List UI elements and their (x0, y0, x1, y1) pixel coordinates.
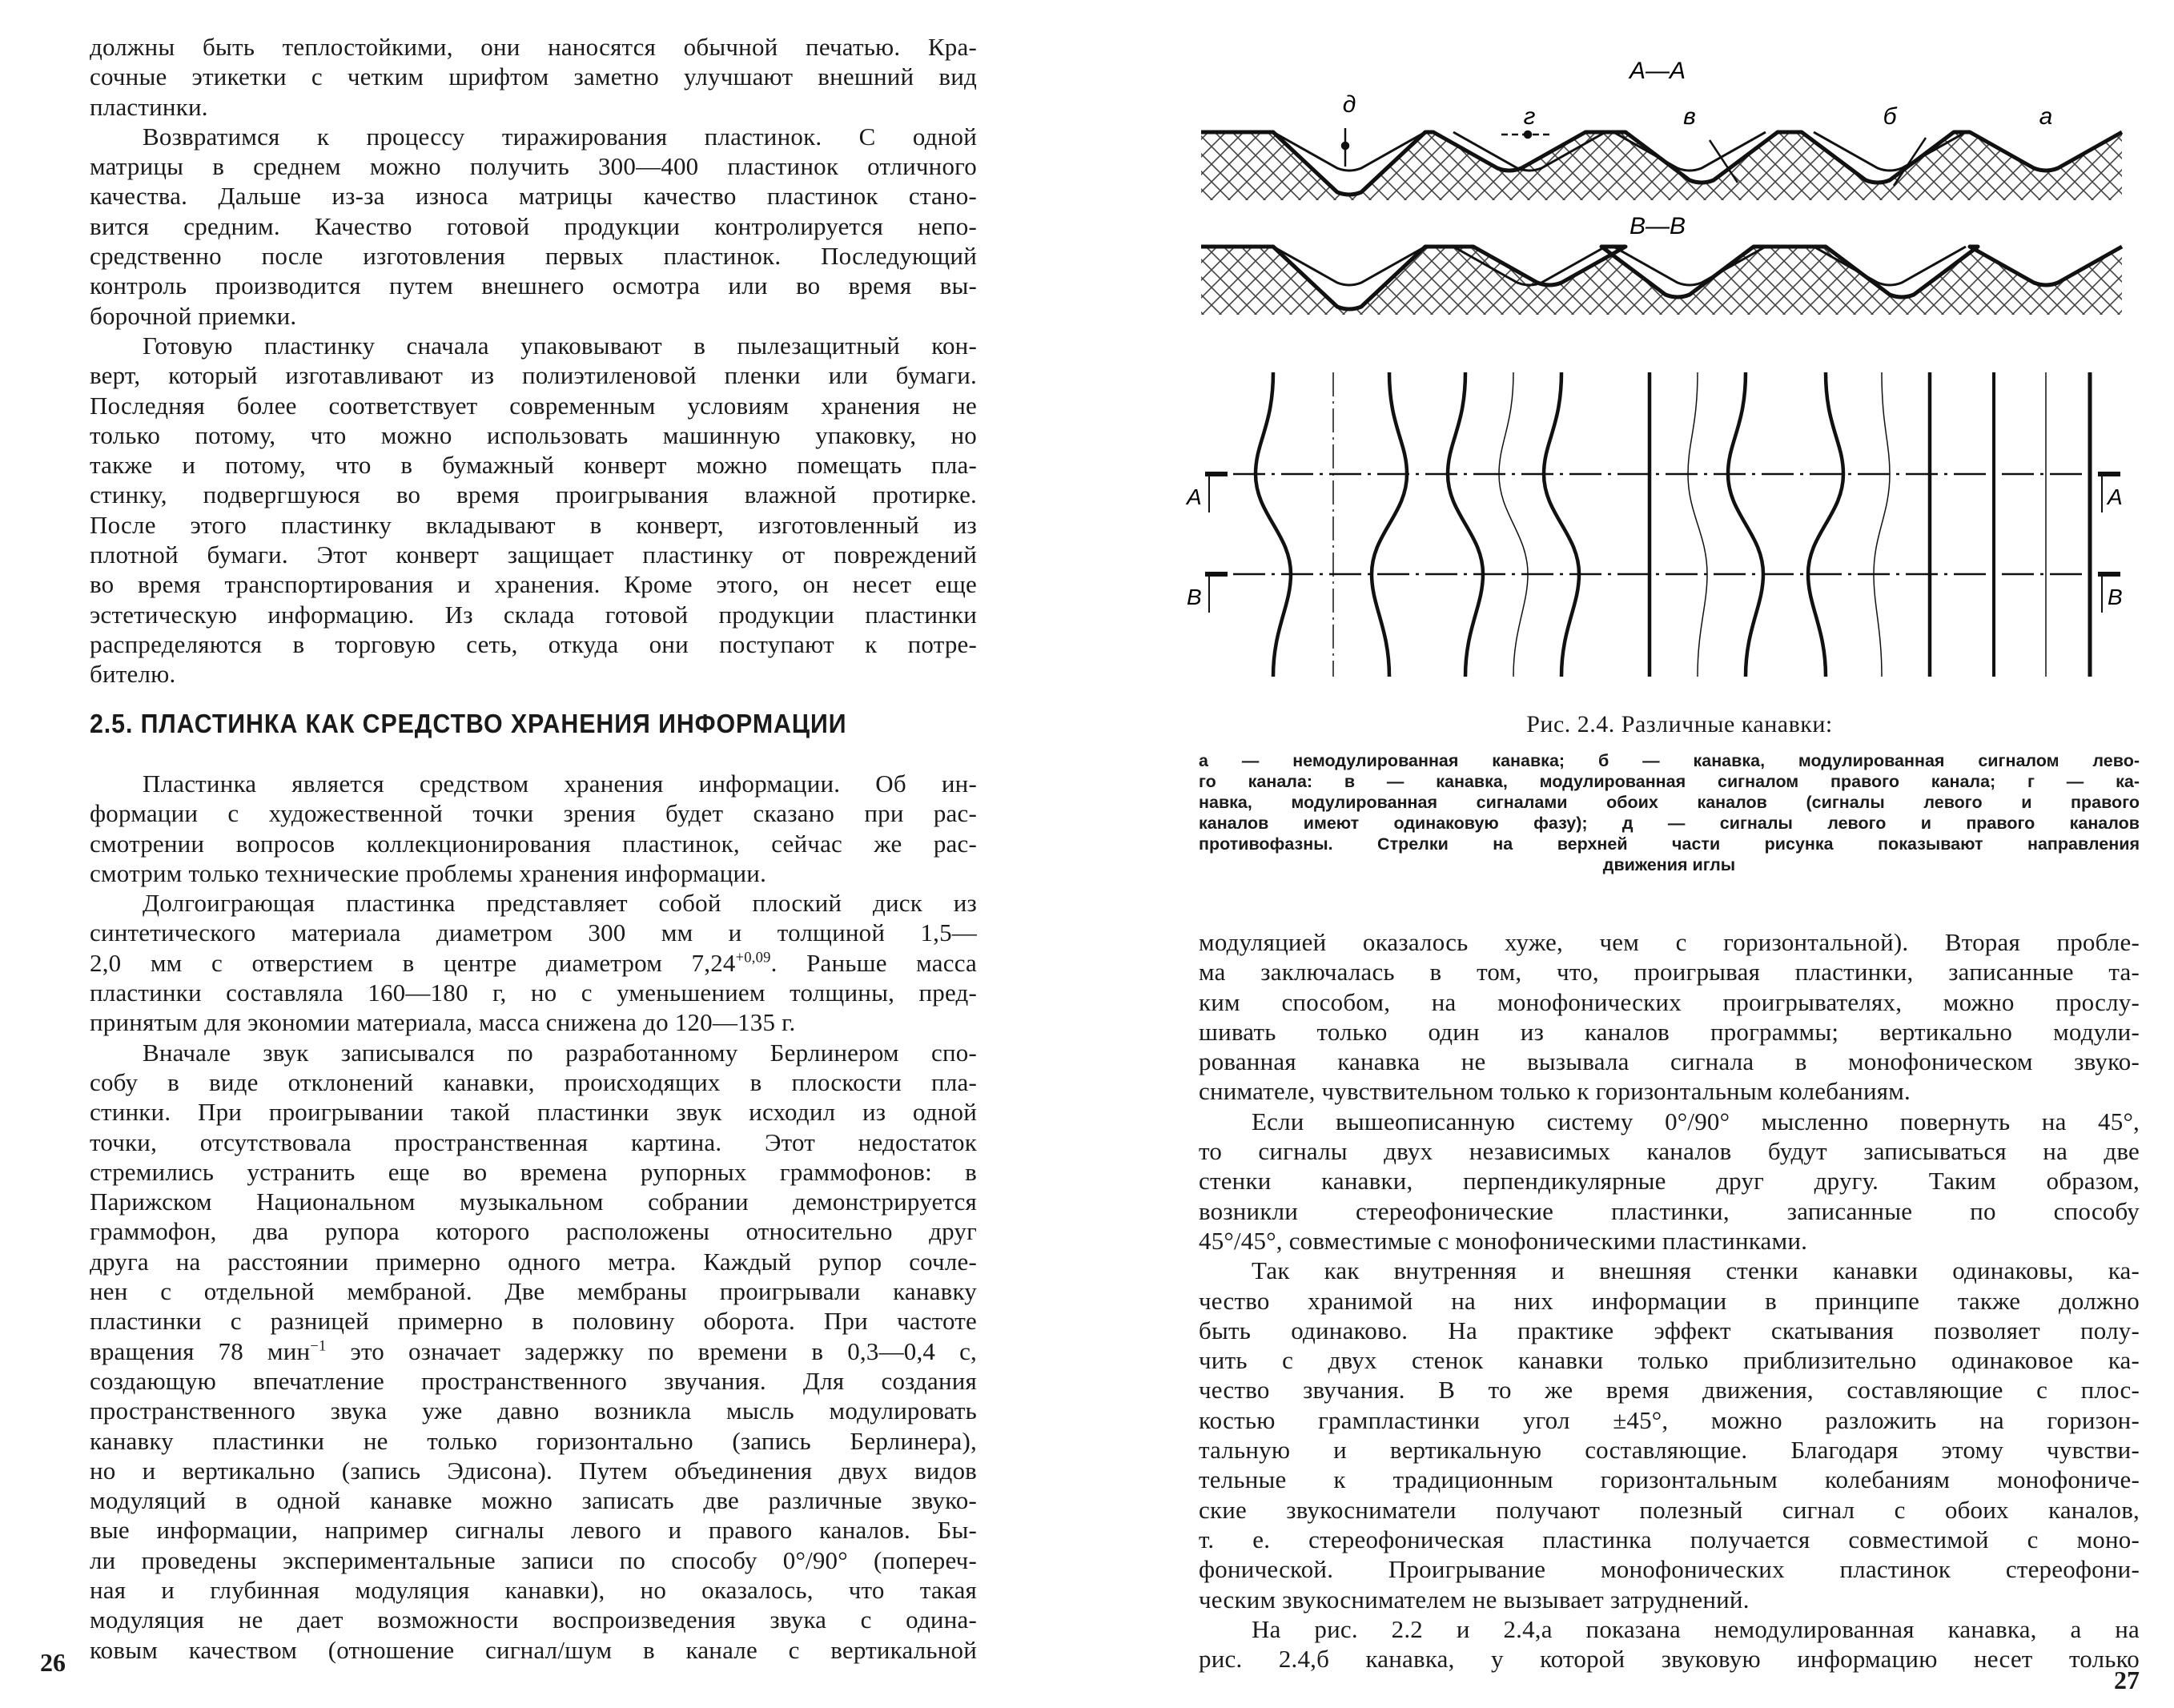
text-line: вится средним. Качество готовой продукции контролируется непо- (90, 211, 977, 240)
cross-section-aa (1201, 131, 2122, 200)
text-line: ские звукосниматели получают полезный сигнал с обоих каналов, (1199, 1495, 2140, 1524)
text-line: костью грампластинки угол ±45°, можно разложить на горизон- (1199, 1405, 2140, 1434)
groove-label-b: б (1883, 103, 1897, 130)
cut-marker-a-right: А (2108, 484, 2123, 509)
text-segment: это означает задержку по времени в 0,3—0,4 с, (326, 1336, 978, 1365)
groove-edge-line (1688, 372, 1707, 677)
groove-diagram (1185, 32, 2174, 689)
text-line: Если вышеописанную систему 0°/90° мысленно повернуть на 45°, (1252, 1107, 2140, 1135)
text-line: быть одинаково. На практике эффект скатывания позволяет полу- (1199, 1316, 2140, 1344)
groove-label-d: д (1342, 91, 1356, 118)
groove-edge-line (1448, 372, 1483, 677)
text-line: ковым качеством (отношение сигнал/шум в канале с вертикальной (90, 1635, 977, 1664)
text-line: эстетическую информацию. Из склада готовой продукции пластинки (90, 600, 977, 629)
text-line: чество звучания. В то же время движения, составляющие с плос- (1199, 1376, 2140, 1405)
text-line: Возвратимся к процессу тиражирования пластинок. С одной (143, 122, 977, 151)
text-line: распределяются в торговую сеть, откуда они поступают к потре- (90, 629, 977, 658)
figure-caption (1199, 750, 2140, 875)
text-line: смотрении вопросов коллекционирования пластинок, сейчас же рас- (90, 829, 977, 858)
text-line: возникли стереофонические пластинки, записанные по способу (1199, 1196, 2140, 1225)
cut-marker-b-right: В (2108, 585, 2123, 609)
groove-edge-line (1544, 372, 1579, 677)
left-page (0, 0, 1041, 1708)
text-line: ким способом, на монофонических проигрывателях, можно прослу- (1199, 987, 2140, 1016)
text-line: качества. Дальше из-за износа матрицы качество пластинок стано- (90, 182, 977, 211)
text-line (90, 1336, 977, 1366)
text-line: средственно после изготовления первых пластинок. Последующий (90, 242, 977, 271)
text-line (90, 948, 977, 978)
groove-edge-line (1728, 372, 1763, 677)
text-line: пластинки. (90, 92, 208, 121)
text-line: снимателе, чувствительном только к горизонтальным колебаниям. (1199, 1077, 1911, 1106)
text-line: ческим звукоснимателем не вызывает затруднений. (1199, 1585, 1750, 1614)
caption-line: навка, модулированная сигналами обоих каналов (сигналы левого и правого (1199, 793, 2140, 812)
groove-edge-line (1874, 372, 1890, 677)
text-line: только потому, что можно использовать машинную упаковку, но (90, 420, 977, 449)
text-line: сочные этикетки с четким шрифтом заметно улучшают внешний вид (90, 62, 977, 91)
caption-line: движения иглы (1602, 855, 1736, 874)
figure-caption-title: Рис. 2.4. Различные канавки: (1526, 711, 1833, 737)
arrow-dot (1342, 143, 1348, 149)
text-line: смотрим только технические проблемы хранения информации. (90, 858, 767, 887)
text-line: стинку, подвергшуюся во время проигрывания влажной протирке. (90, 480, 977, 509)
text-line: плотной бумаги. Этот конверт защищает пластинку от повреждений (90, 541, 977, 569)
text-line: рис. 2.4,б канавка, у которой звуковую информацию несет только (1199, 1645, 2140, 1674)
groove-edge-line (1499, 372, 1528, 677)
text-line: модуляций в одной канавке можно записать две различные звуко- (90, 1486, 977, 1515)
text-line: матрицы в среднем можно получить 300—400 пластинок отличного (90, 152, 977, 181)
text-line: во время транспортирования и хранения. Кроме этого, он несет еще (90, 570, 977, 599)
cut-marker-a-left: А (1187, 484, 1202, 509)
text-line: ная и глубинная модуляция канавки), но оказалось, что такая (90, 1576, 977, 1605)
text-line: Последняя более соответствует современным условиям хранения не (90, 391, 977, 420)
text-line: На рис. 2.2 и 2.4,а показана немодулированная канавка, а на (1252, 1614, 2140, 1643)
caption-line: а — немодулированная канавка; б — канавка, модулированная сигналом лево- (1199, 751, 2140, 770)
right-main-text (1199, 927, 2140, 1674)
text-line: собу в виде отклонений канавки, происходящих в плоскости пла- (90, 1067, 977, 1096)
text-line: 45°/45°, совместимые с монофоническими пластинками. (1199, 1226, 1808, 1255)
text-segment: вращения 78 мин (90, 1336, 311, 1365)
groove-label-a: а (2039, 103, 2053, 130)
text-line: пространственного звука уже давно возникла мысль модулировать (90, 1397, 977, 1425)
text-line: Парижском Национальном музыкальном собрании демонстрируется (90, 1188, 977, 1216)
caption-line: противофазны. Стрелки на верхней части рисунка показывают направления (1199, 834, 2140, 854)
text-line: точки, отсутствовала пространственная картина. Этот недостаток (90, 1127, 977, 1156)
text-line: граммофон, два рупора которого расположены относительно друг (90, 1217, 977, 1246)
left-main-text (90, 769, 977, 1665)
text-line: модуляция не дает возможности воспроизведения звука с одина- (90, 1606, 977, 1634)
text-line: вые информации, например сигналы левого и правого каналов. Бы- (90, 1516, 977, 1545)
text-line: стинки. При проигрывании такой пластинки звук исходил из одной (90, 1098, 977, 1127)
text-line: должны быть теплостойкими, они наносятся обычной печатью. Кра- (90, 33, 977, 61)
groove-top-view (1233, 372, 2094, 677)
text-line: ма заключалась в том, что, проигрывая пластинки, записанные та- (1199, 958, 2140, 987)
text-line: то сигналы двух независимых каналов будут записываться на две (1199, 1137, 2140, 1166)
text-segment: . Раньше масса (770, 948, 977, 977)
caption-line: го канала: в — канавка, модулированная сигналом правого канала; г — ка- (1199, 772, 2140, 791)
cut-marker-bar (2098, 472, 2120, 476)
groove-label-v: в (1683, 103, 1696, 130)
text-line: т. е. стереофоническая пластинка получается совместимой с моно- (1199, 1525, 2140, 1553)
cut-marker-bar (2098, 572, 2120, 577)
text-line: нен с отдельной мембраной. Две мембраны проигрывали канавку (90, 1277, 977, 1306)
cut-marker-b-left: В (1187, 585, 1202, 609)
text-line: Пластинка является средством хранения информации. Об ин- (143, 770, 977, 798)
text-line: но и вертикально (запись Эдисона). Путем объединения двух видов (90, 1456, 977, 1485)
text-line: создающую впечатление пространственного звучания. Для создания (90, 1366, 977, 1395)
cut-marker-bar (1205, 472, 1228, 476)
rpm-exponent: −1 (310, 1337, 327, 1355)
text-line: модуляцией оказалось хуже, чем с горизонтальной). Вторая пробле- (1199, 928, 2140, 956)
text-line: чество хранимой на них информации в принципе также должно (1199, 1286, 2140, 1315)
cross-section-bb (1201, 245, 2122, 315)
text-line: стремились устранить еще во времена рупорных граммофонов: в (90, 1157, 977, 1186)
groove-edge-line (1372, 372, 1407, 677)
section-aa-label: А—А (1629, 58, 1686, 84)
text-line: фонической. Проигрывание монофонических пластинок стереофони- (1199, 1555, 2140, 1584)
text-line: верт, который изготавливают из полиэтиленовой пленки или бумаги. (90, 361, 977, 390)
text-line: борочной приемки. (90, 301, 297, 330)
text-line: контроль производится путем внешнего осмотра или во время вы- (90, 271, 977, 300)
caption-line: каналов имеют одинаковую фазу); д — сигналы левого и правого каналов (1199, 814, 2140, 833)
figure-groove-types (1185, 32, 2174, 689)
cut-marker-bar (1205, 572, 1228, 577)
text-line: тельные к традиционным горизонтальным колебаниям монофониче- (1199, 1465, 2140, 1494)
page-number-left: 26 (40, 1648, 66, 1677)
groove-label-g: г (1523, 103, 1536, 130)
groove-edge-line (1256, 372, 1291, 677)
text-segment: 2,0 мм с отверстием в центре диаметром 7,24 (90, 948, 736, 977)
text-line: бителю. (90, 660, 176, 689)
section-bb-label: В—В (1629, 213, 1686, 239)
cut-markers (1185, 472, 2123, 613)
tolerance-superscript: +0,09 (735, 949, 771, 967)
text-line: шивать только один из каналов программы; вертикально модули- (1199, 1017, 2140, 1046)
text-line: Вначале звук записывался по разработанному Берлинером спо- (143, 1038, 977, 1067)
text-line: синтетического материала диаметром 300 мм и толщиной 1,5— (90, 918, 977, 947)
text-line: принятым для экономии материала, масса снижена до 120—135 г. (90, 1008, 796, 1037)
text-line: стенки канавки, перпендикулярные друг другу. Таким образом, (1199, 1167, 2140, 1196)
section-heading: 2.5. ПЛАСТИНКА КАК СРЕДСТВО ХРАНЕНИЯ ИНФОРМАЦИИ (90, 709, 847, 738)
page-number-right: 27 (2114, 1666, 2140, 1694)
text-line: ли проведены экспериментальные записи по способу 0°/90° (попереч- (90, 1545, 977, 1574)
groove-edge-line (1808, 372, 1843, 677)
text-line: пластинки с разницей примерно в половину оборота. При частоте (90, 1307, 977, 1336)
text-line: После этого пластинку вкладывают в конверт, изготовленный из (90, 510, 977, 539)
text-line: также и потому, что в бумажный конверт можно помещать пла- (90, 451, 977, 480)
text-line: канавку пластинки не только горизонтально (запись Берлинера), (90, 1426, 977, 1455)
text-line: Долгоиграющая пластинка представляет собой плоский диск из (143, 889, 977, 918)
text-line: Готовую пластинку сначала упаковывают в пылезащитный кон- (143, 331, 977, 360)
text-line: друга на расстоянии примерно одного метра. Каждый рупор сочле- (90, 1247, 977, 1276)
text-line: формации с художественной точки зрения будет сказано при рас- (90, 799, 977, 828)
text-line: тальную и вертикальную составляющие. Благодаря этому чувстви- (1199, 1436, 2140, 1465)
left-intro-text (90, 32, 977, 689)
text-line: пластинки составляла 160—180 г, но с уменьшением толщины, пред- (90, 979, 977, 1007)
text-line: Так как внутренняя и внешняя стенки канавки одинаковы, ка- (1252, 1256, 2140, 1285)
text-line: рованная канавка не вызывала сигнала в монофоническом звуко- (1199, 1047, 2140, 1076)
arrow-dot (1525, 131, 1531, 138)
text-line: чить с двух стенок канавки только приблизительно одинаковое ка- (1199, 1346, 2140, 1375)
